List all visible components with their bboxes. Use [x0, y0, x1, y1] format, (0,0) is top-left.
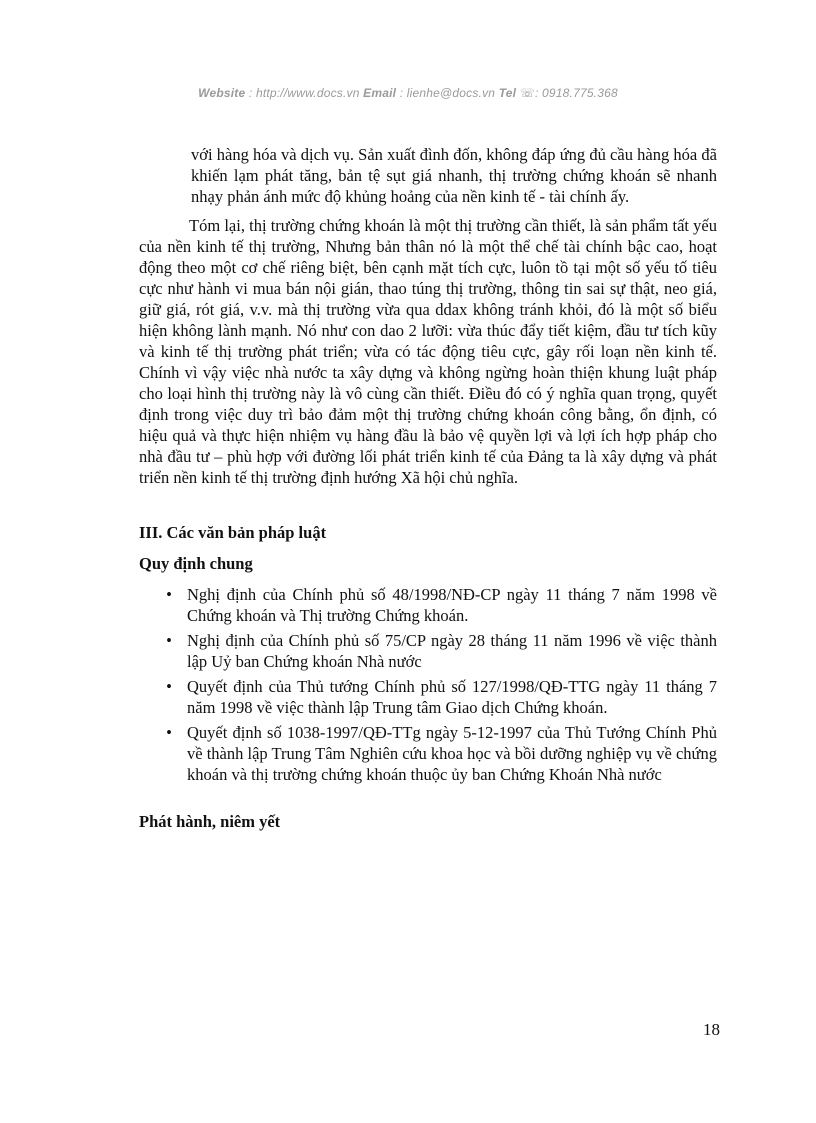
- page-header: [0, 86, 816, 100]
- tel-value: : 0918.775.368: [534, 86, 618, 100]
- section-heading: III. Các văn bản pháp luật: [139, 523, 327, 542]
- email-value: : lienhe@docs.vn: [399, 86, 496, 100]
- page-body: [139, 144, 717, 832]
- subheading-general-regulations: Quy định chung: [139, 554, 253, 573]
- law-item-text: Nghị định của Chính phủ số 48/1998/NĐ-CP ngày 11 tháng 7 năm 1998 về Chứng khoán và Thị trường Chứng khoán.: [187, 585, 717, 625]
- bullet-icon: •: [166, 723, 172, 742]
- continuation-paragraph: với hàng hóa và dịch vụ. Sản xuất đình đốn, không đáp ứng đủ cầu hàng hóa đã khiến lạm phát tăng, bản tệ sụt giá nhanh, thị trường chứng khoán sẽ nhanh nhạy phản ánh mức độ khủng hoảng của nền kinh tế - tài chính ấy.: [191, 145, 717, 206]
- law-list: [139, 584, 717, 785]
- list-item: [139, 630, 717, 672]
- bullet-icon: •: [166, 631, 172, 650]
- law-item-text: Quyết định của Thủ tướng Chính phủ số 127/1998/QĐ-TTG ngày 11 tháng 7 năm 1998 về việc thành lập Trung tâm Giao dịch Chứng khoán.: [187, 677, 717, 717]
- telephone-icon: ☏: [519, 86, 535, 100]
- website-value: : http://www.docs.vn: [248, 86, 360, 100]
- subheading-issuance-listing: Phát hành, niêm yết: [139, 812, 281, 831]
- list-item: [139, 722, 717, 785]
- website-label: Website: [198, 86, 246, 100]
- list-item: [139, 584, 717, 626]
- page-number: 18: [703, 1020, 720, 1039]
- bullet-icon: •: [166, 585, 172, 604]
- conclusion-paragraph: Tóm lại, thị trường chứng khoán là một thị trường cần thiết, là sản phẩm tất yếu của nền kinh tế thị trường, Nhưng bản thân nó là một thể chế tài chính bậc cao, hoạt động theo một cơ chế riêng biệt, bên cạnh mặt tích cực, luôn tồ tại một số yếu tố tiêu cực như hành vi mua bán nội gián, thao túng thị trường, thông tin sai sự thật, neo giá, giữ giá, rót giá, v.v. mà thị trường vừa qua ddax không tránh khỏi, đó là một số biểu hiện không lành mạnh. Nó như con dao 2 lưỡi: vừa thúc đẩy tiết kiệm, đầu tư tích kũy và kinh tế thị trường phát triển; vừa có tác động tiêu cực, gây rối loạn nền kinh tế. Chính vì vậy việc nhà nước ta xây dựng và không ngừng hoàn thiện khung luật pháp cho loại hình thị trường này là vô cùng cần thiết. Điều đó có ý nghĩa quan trọng, quyết định trong việc duy trì bảo đảm một thị trường chứng khoán công bằng, ổn định, có hiệu quả và thực hiện nhiệm vụ hàng đầu là bảo vệ quyền lợi và lợi ích hợp pháp cho nhà đầu tư – phù hợp với đường lối phát triển kinh tế của Đảng ta là xây dựng và phát triển nền kinh tế thị trường định hướng Xã hội chủ nghĩa.: [139, 216, 717, 487]
- bullet-icon: •: [166, 677, 172, 696]
- law-item-text: Nghị định của Chính phủ số 75/CP ngày 28 tháng 11 năm 1996 về việc thành lập Uỷ ban Chứng khoán Nhà nước: [187, 631, 717, 671]
- email-label: Email: [363, 86, 397, 100]
- tel-label: Tel: [498, 86, 517, 100]
- law-item-text: Quyết định số 1038-1997/QĐ-TTg ngày 5-12-1997 của Thủ Tướng Chính Phủ về thành lập Trung Tâm Nghiên cứu khoa học và bồi dưỡng nghiệp vụ về chứng khoán và thị trường chứng khoán thuộc ủy ban Chứng Khoán Nhà nước: [187, 723, 717, 784]
- list-item: [139, 676, 717, 718]
